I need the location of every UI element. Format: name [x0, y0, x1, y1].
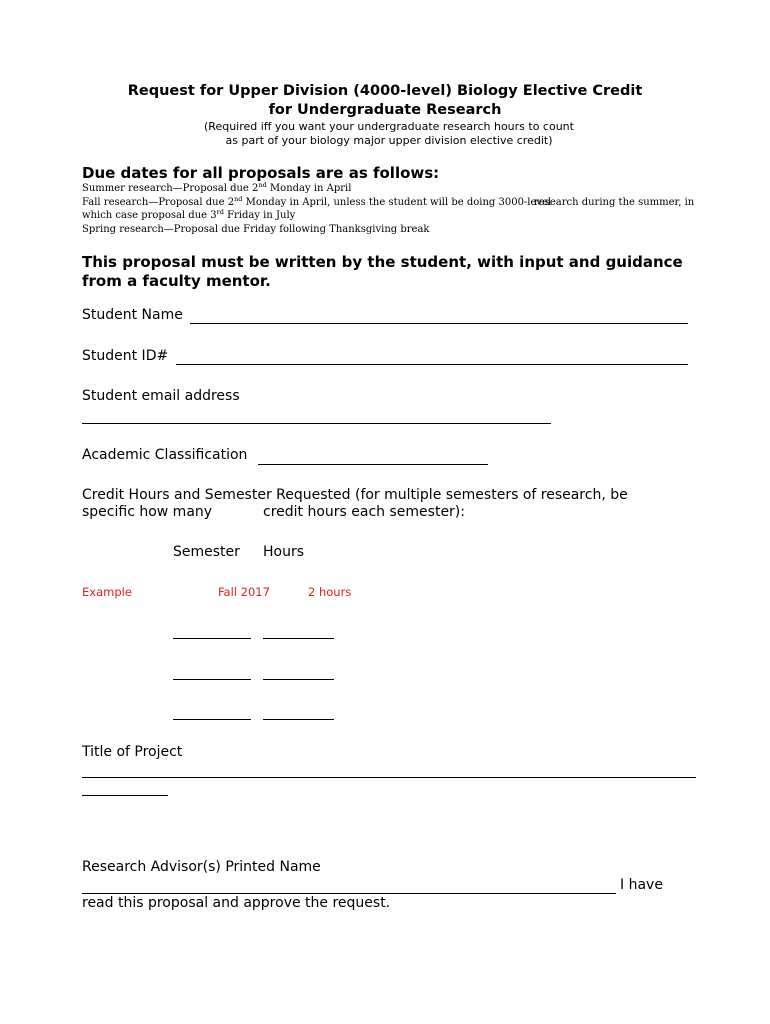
- academic-classification-label: Academic Classification: [82, 447, 248, 463]
- due-date-summer: Summer research—Proposal due 2nd Monday in April: [82, 181, 352, 194]
- student-email-field[interactable]: [82, 423, 551, 424]
- credit-hours-label-line2a: specific how many: [82, 504, 213, 520]
- example-label: Example: [82, 585, 132, 599]
- form-title-line1: Request for Upper Division (4000-level) Biology Elective Credit: [127, 83, 643, 99]
- credit-hours-label-line1: Credit Hours and Semester Requested (for multiple semesters of research, be: [82, 487, 628, 503]
- form-subtitle-line2: as part of your biology major upper division elective credit): [225, 134, 553, 147]
- example-semester: Fall 2017: [218, 585, 270, 599]
- notice-line2: from a faculty mentor.: [82, 272, 271, 290]
- advisor-have-text: I have: [620, 877, 663, 893]
- due-dates-heading: Due dates for all proposals are as follows:: [82, 164, 440, 182]
- academic-classification-field[interactable]: [258, 464, 488, 465]
- research-advisor-label: Research Advisor(s) Printed Name: [82, 859, 321, 875]
- semester-field-1[interactable]: [173, 638, 251, 639]
- due-date-spring: Spring research—Proposal due Friday following Thanksgiving break: [82, 224, 430, 235]
- hours-field-1[interactable]: [263, 638, 334, 639]
- student-id-field[interactable]: [176, 364, 688, 365]
- student-name-field[interactable]: [190, 323, 688, 324]
- example-hours: 2 hours: [308, 585, 352, 599]
- student-email-label: Student email address: [82, 388, 240, 404]
- project-title-field-line2[interactable]: [82, 795, 168, 796]
- due-date-fall-summer-case: which case proposal due 3rd Friday in July: [82, 208, 296, 221]
- student-name-label: Student Name: [82, 307, 183, 323]
- notice-line1: This proposal must be written by the student, with input and guidance: [82, 253, 683, 271]
- project-title-field-line1[interactable]: [82, 777, 696, 778]
- form-title-line2: for Undergraduate Research: [268, 102, 502, 118]
- hours-column-header: Hours: [263, 544, 305, 560]
- semester-field-2[interactable]: [173, 679, 251, 680]
- hours-field-2[interactable]: [263, 679, 334, 680]
- form-subtitle-line1: (Required iff you want your undergraduate research hours to count: [204, 120, 574, 133]
- advisor-approval-text: read this proposal and approve the request.: [82, 895, 391, 911]
- due-date-fall-continued: research during the summer, in: [534, 197, 695, 208]
- student-id-label: Student ID#: [82, 348, 169, 364]
- project-title-label: Title of Project: [82, 744, 183, 760]
- semester-column-header: Semester: [173, 544, 240, 560]
- credit-hours-label-line2b: credit hours each semester):: [263, 504, 465, 520]
- hours-field-3[interactable]: [263, 719, 334, 720]
- research-advisor-field[interactable]: [82, 893, 616, 894]
- semester-field-3[interactable]: [173, 719, 251, 720]
- due-date-fall: Fall research—Proposal due 2nd Monday in April, unless the student will be doing 3000-level: [82, 195, 552, 208]
